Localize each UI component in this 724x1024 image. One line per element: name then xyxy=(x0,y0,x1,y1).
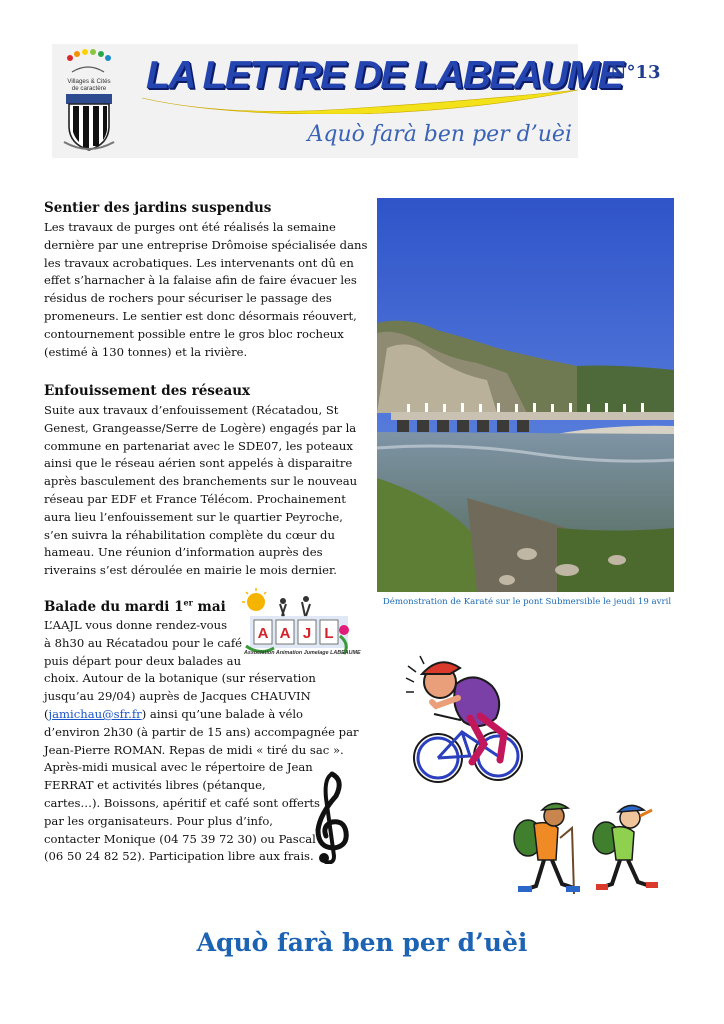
email-link[interactable]: jamichau@sfr.fr xyxy=(48,706,142,721)
hikers-icon xyxy=(508,798,664,902)
aajl-letter-a1: A xyxy=(257,625,269,642)
article-title-balade: Balade du mardi 1er mai xyxy=(44,597,226,615)
issue-number: N°13 xyxy=(610,62,661,83)
aajl-logo xyxy=(240,586,358,660)
villages-caractere-label: Villages & Cités de caractère xyxy=(67,78,111,92)
newsletter-title: LA LETTRE DE LABEAUME xyxy=(146,54,623,97)
footer-slogan: Aquò farà ben per d’uèi xyxy=(196,928,528,957)
aajl-caption: Association Animation Jumelage LABEAUME xyxy=(244,650,361,656)
river-bridge-photo xyxy=(377,198,674,592)
article-body-sentier: Les travaux de purges ont été réalisés la semaine dernière par une entreprise Drômoise spécialisée dans les travaux acrobatiques. Les intervenants ont dû en effet s’harnacher à la falaise afin de faire évacuer les résidus de rochers pour sécuriser le passage des promeneurs. Le sentier est donc désormais réouvert, contournement possible entre le gros bloc rocheux (estimé à 130 tonnes) et la rivière. xyxy=(44,220,368,359)
article-title-reseaux: Enfouissement des réseaux xyxy=(44,383,251,399)
article-body-reseaux: Suite aux travaux d’enfouissement (Récatadou, St Genest, Grangeasse/Serre de Logère) engagés par la commune en partenariat avec le SDE07, les poteaux ainsi que le réseau aérien sont appelés à disparaitre après basculement des branchements sur le nouveau réseau par EDF et France Télécom. Prochainement aura lieu l’enfouissement sur le quartier Peyroche, s’en suivra la réhabilitation complète du cœur du hameau. Une réunion d’information auprès des riverains s’est déroulée en mairie le mois dernier. xyxy=(44,403,358,578)
aajl-letter-j: J xyxy=(302,625,312,642)
newsletter-subtitle: Aquò farà ben per d’uèi xyxy=(307,122,572,147)
aajl-letter-l: L xyxy=(324,625,334,642)
photo-caption: Démonstration de Karaté sur le pont Submersible le jeudi 19 avril xyxy=(382,597,672,607)
cyclist-icon xyxy=(400,648,530,790)
article-title-sentier: Sentier des jardins suspendus xyxy=(44,200,272,216)
treble-clef-icon xyxy=(306,768,354,864)
article-body-balade: L’AAJL vous donne rendez-vous à 8h30 au Récatadou pour le café puis départ pour deux balades au choix. Autour de la botanique (sur réservation jusqu’au 29/04) auprès de Jacques CHAUVIN (jamichau@sfr.fr) ainsi qu’une balade à vélo d’environ 2h30 (à partir de 15 ans) accompagnée par Jean-Pierre ROMAN. Repas de midi « tiré du sac ». Après-midi musical avec le répertoire de Jean FERRAT et activités libres (pétanque, cartes…). Boissons, apéritif et café sont offerts par les organisateurs. Pour plus d’info, contacter Monique (04 75 39 72 30) ou Pascal (06 50 24 82 52). Participation libre aux frais. xyxy=(44,618,359,864)
aajl-letter-a2: A xyxy=(279,625,291,642)
